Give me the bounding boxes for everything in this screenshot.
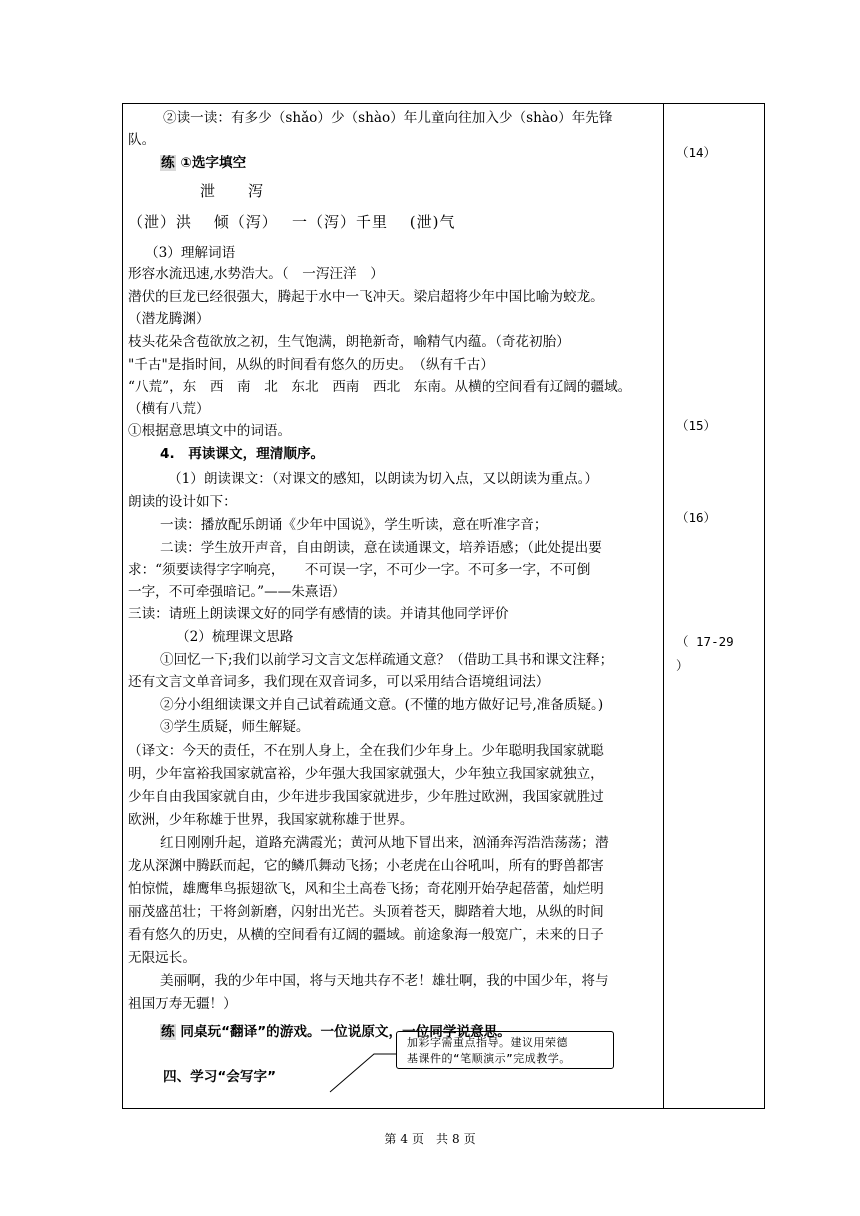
text-line: “八荒”，东 西 南 北 东北 西南 西北 东南。从横的空间看有辽阔的疆域。	[128, 379, 632, 395]
text-line: "千古"是指时间，从纵的时间看有悠久的历史。 （纵有千古）	[128, 357, 494, 373]
text-line: （译文：今天的责任，不在别人身上，全在我们少年身上。少年聪明我国家就聪	[128, 743, 604, 759]
text-line: ③学生质疑，师生解疑。	[160, 719, 310, 735]
text-line: 队。	[128, 132, 156, 148]
text-line: （泄）洪 倾（泻） 一（泻）千里 (泄)气	[128, 213, 456, 231]
practice-tag: 练	[161, 155, 175, 171]
text-line: 枝头花朵含苞欲放之初，生气饱满，朗艳新奇，喻精气内蕴。（奇花初胎）	[128, 334, 570, 350]
text-line: 美丽啊，我的少年中国，将与天地共存不老！雄壮啊，我的中国少年，将与	[160, 973, 609, 989]
text-line: （3）理解词语	[145, 245, 236, 261]
section-heading: 四、学习“会写字”	[163, 1069, 277, 1085]
column-divider	[663, 104, 664, 1108]
exercise-heading	[160, 155, 246, 171]
side-note-close: ）	[676, 658, 689, 673]
exercise-title: ①选字填空	[175, 155, 247, 171]
page-number: 4	[400, 1132, 408, 1146]
text-line: 还有文言文单音词多，我们现在双音词多，可以采用结合语境组词法）	[128, 674, 550, 690]
teaching-note-callout	[396, 1031, 614, 1069]
text-line: ①根据意思填文中的词语。	[128, 423, 292, 439]
note-line: 加彩字需重点指导。建议用荣德	[407, 1036, 568, 1049]
note-line: 基课件的“笔顺演示”完成教学。	[407, 1052, 571, 1065]
text-line: （2）梳理课文思路	[176, 629, 294, 645]
footer-prefix: 第	[384, 1132, 397, 1146]
text-line: 看有悠久的历史，从横的空间看有辽阔的疆域。前途象海一般宽广，未来的日子	[128, 927, 604, 943]
text-line: 二读：学生放开声音，自由朗读，意在读通课文，培养语感；（此处提出要	[160, 540, 602, 556]
text-line: 泄 泻	[200, 182, 265, 200]
text-line: 龙从深渊中腾跃而起，它的鳞爪舞动飞扬；小老虎在山谷吼叫，所有的野兽都害	[128, 858, 604, 874]
text-line: 怕惊慌，雄鹰隼鸟振翅欲飞，风和尘土高卷飞扬；奇花刚开始孕起蓓蕾，灿烂明	[128, 881, 604, 897]
text-line: （1）朗读课文：（对课文的感知，以朗读为切入点，又以朗读为重点。）	[168, 471, 599, 487]
side-note-17-29: （ 17-29	[676, 634, 734, 649]
text-line: 求：“须要读得字字响亮， 不可误一字，不可少一字。不可多一字，不可倒	[128, 562, 591, 578]
text-line: 欧洲，少年称雄于世界，我国家就称雄于世界。	[128, 812, 414, 828]
text-line: 少年自由我国家就自由，少年进步我国家就进步，少年胜过欧洲，我国家就胜过	[128, 789, 604, 805]
side-note-15: （15）	[676, 418, 717, 433]
page-total: 8	[452, 1132, 460, 1146]
footer-suffix: 页	[463, 1132, 476, 1146]
text-line: 丽茂盛茁壮；干将剑新磨，闪射出光芒。头顶着苍天，脚踏着大地，从纵的时间	[128, 904, 604, 920]
text-line: 祖国万寿无疆！）	[128, 996, 237, 1012]
text-line: 三读：请班上朗读课文好的同学有感情的读。并请其他同学评价	[128, 606, 509, 622]
practice-tag: 练	[161, 1024, 175, 1040]
text-line: ①回忆一下;我们以前学习文言文怎样疏通文意？（借助工具书和课文注释；	[160, 652, 614, 668]
text-line: 明，少年富裕我国家就富裕，少年强大我国家就强大，少年独立我国家就独立，	[128, 766, 604, 782]
section-heading: 4. 再读课文，理清顺序。	[160, 446, 325, 462]
callout-connector	[324, 1050, 398, 1096]
side-note-14: （14）	[676, 145, 717, 160]
text-line: 朗读的设计如下：	[128, 494, 237, 510]
text-line: 潜伏的巨龙已经很强大，腾起于水中一飞冲天。梁启超将少年中国比喻为蛟龙。	[128, 289, 604, 305]
text-line: （潜龙腾渊）	[128, 311, 210, 327]
text-line: ②分小组细读课文并自己试着疏通文意。(不懂的地方做好记号,准备质疑。)	[160, 697, 604, 713]
callout-line	[330, 1054, 396, 1092]
text-line: 一字，不可牵强暗记。”——朱熹语）	[128, 584, 346, 600]
text-line: 无限远长。	[128, 950, 196, 966]
footer-mid: 页 共	[411, 1132, 448, 1146]
exercise-title: 同桌玩“翻译”的游戏。一位说原文，一位同学说意思。	[175, 1024, 511, 1040]
text-line: 一读：播放配乐朗诵《少年中国说》，学生听读，意在听准字音；	[160, 517, 548, 533]
text-line: （横有八荒）	[128, 401, 210, 417]
page-footer	[0, 1130, 860, 1147]
side-note-16: （16）	[676, 510, 717, 525]
text-line: 形容水流迅速,水势浩大。（ 一泻汪洋 ）	[128, 266, 384, 282]
text-line: 红日刚刚升起，道路充满霞光；黄河从地下冒出来，汹涌奔泻浩浩荡荡；潜	[160, 835, 609, 851]
text-line: ②读一读：有多少（shǎo）少（shào）年儿童向往加入少（shào）年先锋	[163, 110, 613, 126]
